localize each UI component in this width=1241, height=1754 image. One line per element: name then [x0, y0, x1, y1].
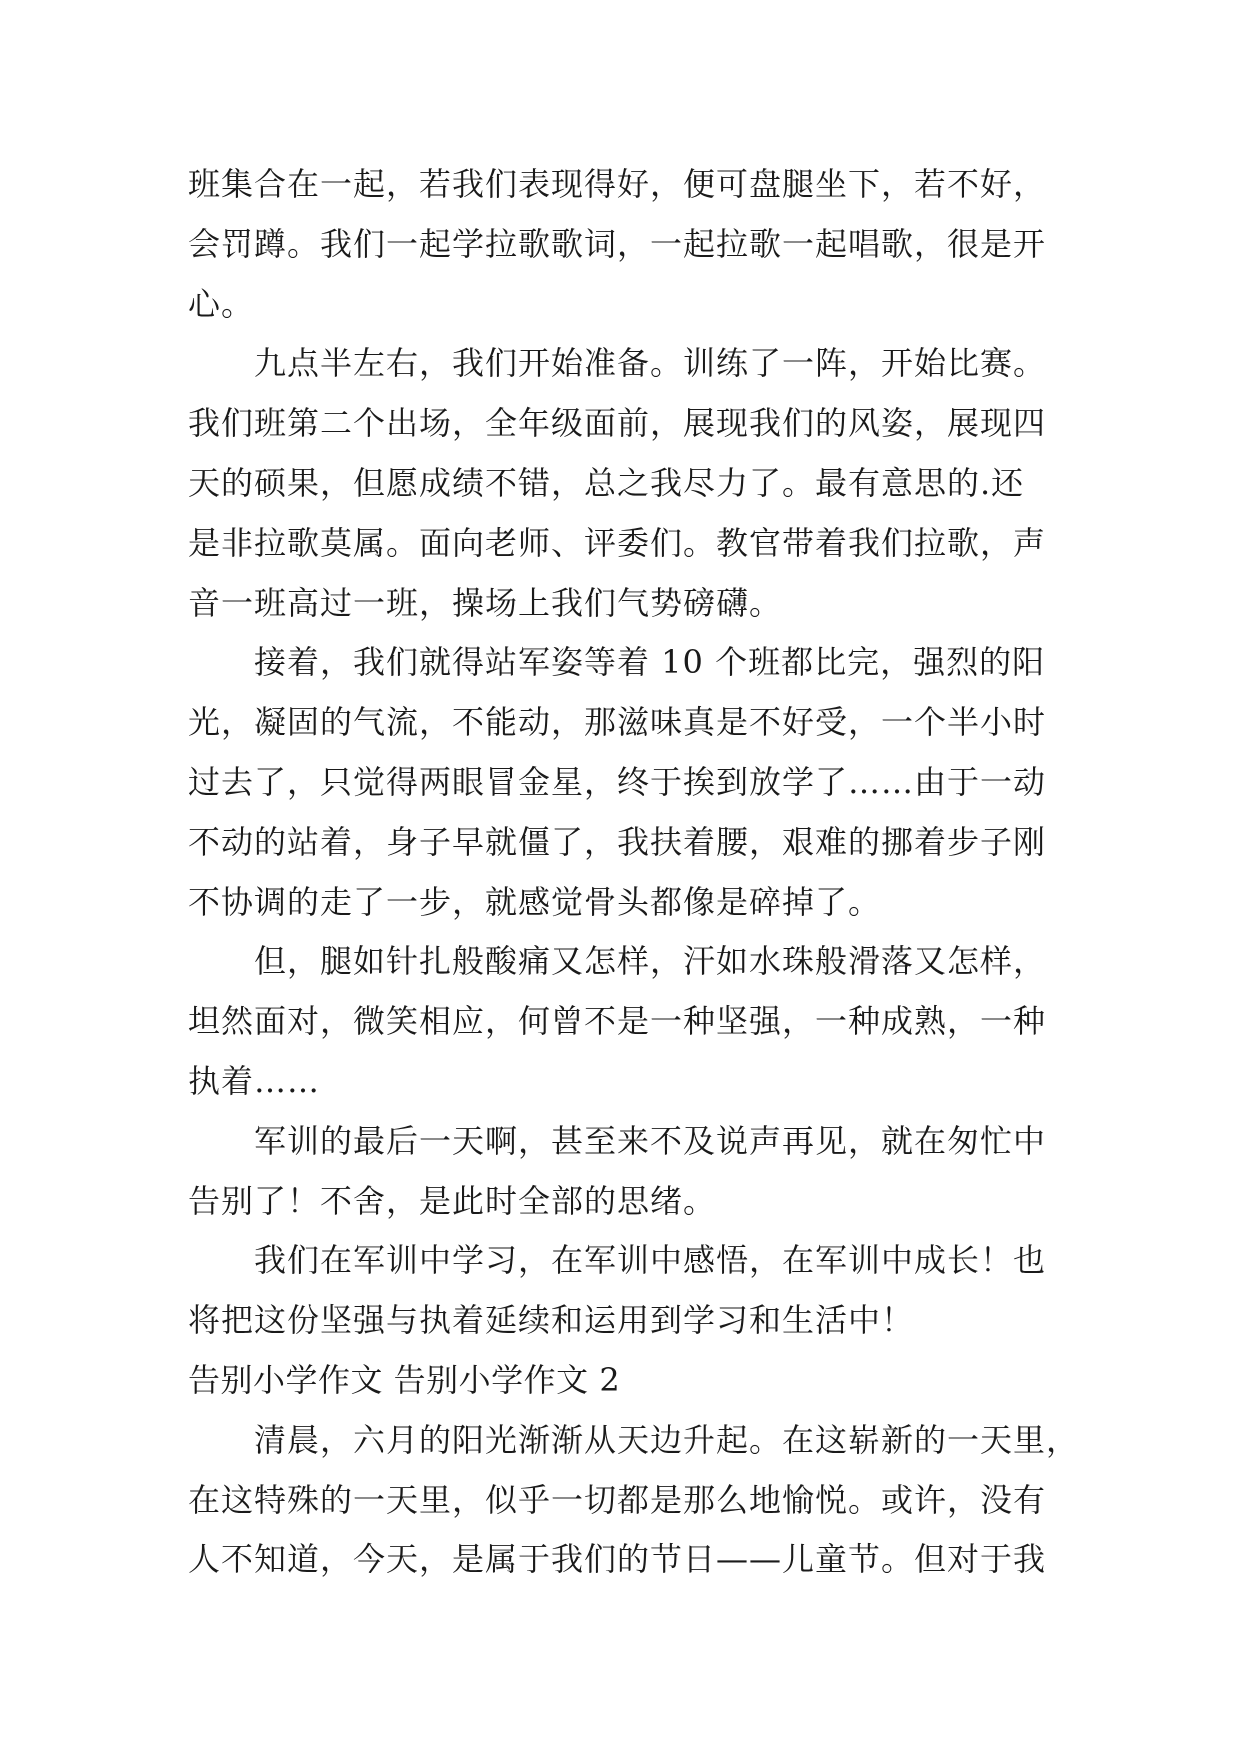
text-line: 坦然面对，微笑相应，何曾不是一种坚强，一种成熟，一种: [188, 1002, 1047, 1041]
text-line: 不动的站着，身子早就僵了，我扶着腰，艰难的挪着步子刚: [188, 822, 1047, 861]
section-heading: 告别小学作文 告别小学作文 2: [188, 1360, 621, 1399]
paragraph-first-line: 军训的最后一天啊，甚至来不及说声再见，就在匆忙中: [254, 1121, 1047, 1160]
text-line: 心。: [188, 284, 255, 323]
paragraph-first-line: 接着，我们就得站军姿等着 10 个班都比完，强烈的阳: [254, 643, 1046, 682]
text-line: 不协调的走了一步，就感觉骨头都像是碎掉了。: [188, 882, 882, 921]
text-line: 班集合在一起，若我们表现得好，便可盘腿坐下，若不好，: [188, 165, 1047, 203]
text-line: 在这特殊的一天里，似乎一切都是那么地愉悦。或许，没有: [188, 1480, 1047, 1519]
text-line: 过去了，只觉得两眼冒金星，终于挨到放学了……由于一动: [188, 762, 1047, 801]
text-line: 会罚蹲。我们一起学拉歌歌词，一起拉歌一起唱歌，很是开: [188, 224, 1047, 263]
document-body: [188, 155, 1080, 1590]
text-line: 音一班高过一班，操场上我们气势磅礴。: [188, 583, 783, 622]
text-line: 告别了！不舍，是此时全部的思绪。: [188, 1181, 717, 1220]
text-line: 光，凝固的气流，不能动，那滋味真是不好受，一个半小时: [188, 703, 1047, 742]
text-line: 天的硕果，但愿成绩不错，总之我尽力了。最有意思的.还: [188, 463, 1025, 502]
text-line: 将把这份坚强与执着延续和运用到学习和生活中！: [188, 1301, 915, 1340]
paragraph-first-line: 九点半左右，我们开始准备。训练了一阵，开始比赛。: [254, 344, 1047, 383]
text-line: 是非拉歌莫属。面向老师、评委们。教官带着我们拉歌，声: [188, 523, 1047, 562]
text-line: 我们班第二个出场，全年级面前，展现我们的风姿，展现四: [188, 404, 1047, 443]
paragraph-first-line: 清晨，六月的阳光渐渐从天边升起。在这崭新的一天里，: [254, 1420, 1080, 1459]
text-line: 人不知道，今天，是属于我们的节日——儿童节。但对于我: [188, 1540, 1047, 1579]
paragraph-first-line: 但，腿如针扎般酸痛又怎样，汗如水珠般滑落又怎样，: [254, 942, 1047, 981]
text-line: 执着……: [188, 1061, 321, 1100]
paragraph-first-line: 我们在军训中学习，在军训中感悟，在军训中成长！也: [254, 1241, 1047, 1280]
